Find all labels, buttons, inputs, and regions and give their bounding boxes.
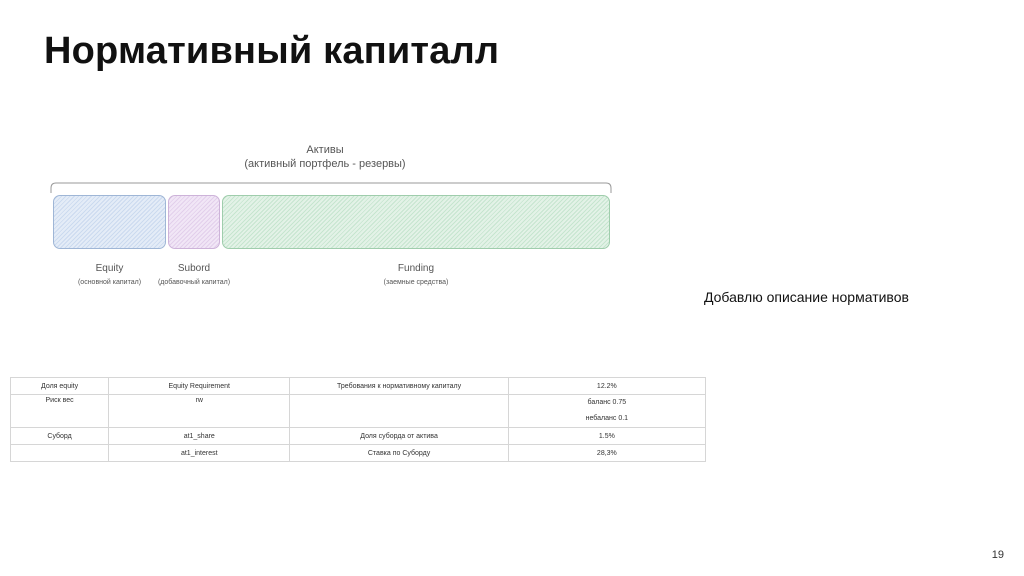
table-row [11, 428, 706, 445]
subord-bar [168, 195, 220, 249]
table-cell: at1_interest [109, 445, 290, 462]
table-cell [11, 445, 109, 462]
table-cell: Доля суборда от актива [290, 428, 508, 445]
table-cell: Риск вес [11, 395, 109, 428]
assets-title: Активы [306, 144, 344, 156]
table-cell [508, 395, 705, 428]
assets-header [190, 143, 460, 171]
equity-name: Equity [95, 263, 124, 274]
subord-name: Subord [177, 263, 211, 274]
slide-title: Нормативный капиталл [44, 30, 500, 72]
table-cell: 1.5% [508, 428, 705, 445]
funding-bar [222, 195, 610, 249]
table-row [11, 395, 706, 428]
assets-subtitle: (активный портфель - резервы) [244, 158, 406, 170]
table-cell: 28,3% [508, 445, 705, 462]
norms-table [10, 377, 706, 462]
table-cell: Доля equity [11, 378, 109, 395]
table-row [11, 445, 706, 462]
table-cell: Суборд [11, 428, 109, 445]
table-cell: Ставка по Суборду [290, 445, 508, 462]
description-note: Добавлю описание нормативов [704, 289, 909, 305]
equity-sub: (основной капитал) [77, 279, 142, 286]
table-row [11, 378, 706, 395]
table-cell: 12.2% [508, 378, 705, 395]
table-cell: at1_share [109, 428, 290, 445]
page-number: 19 [991, 549, 1004, 561]
equity-bar [53, 195, 166, 249]
subord-sub: (добавочный капитал) [157, 279, 231, 286]
funding-sub: (заемные средства) [383, 279, 449, 286]
table-cell: rw [109, 395, 290, 428]
funding-label [222, 262, 610, 288]
risk-weight-balance: баланс 0.75 [587, 399, 627, 406]
table-cell [290, 395, 508, 428]
table-cell: Требования к нормативному капиталу [290, 378, 508, 395]
table-cell: Equity Requirement [109, 378, 290, 395]
assets-brace [50, 180, 612, 194]
funding-name: Funding [397, 263, 435, 274]
risk-weight-offbalance: небаланс 0.1 [585, 415, 629, 422]
